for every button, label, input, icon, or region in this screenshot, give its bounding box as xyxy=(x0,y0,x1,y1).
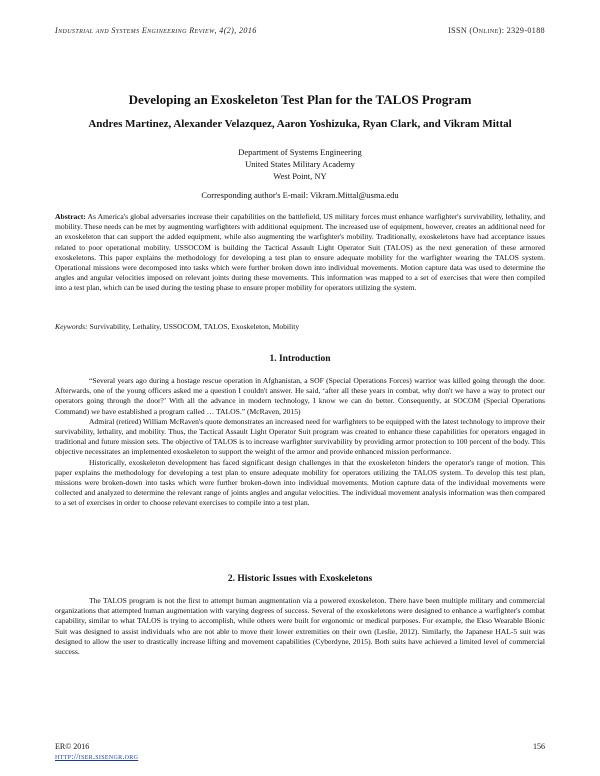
affiliation-institution: United States Military Academy xyxy=(245,159,355,169)
historic-issues-body xyxy=(55,596,545,657)
introduction-body xyxy=(55,376,545,509)
page-footer xyxy=(55,742,545,762)
keywords xyxy=(55,322,545,332)
affiliation-location: West Point, NY xyxy=(273,171,327,181)
page-number: 156 xyxy=(533,742,545,751)
paper-title: Developing an Exoskeleton Test Plan for the TALOS Program xyxy=(128,92,472,107)
journal-url-link[interactable]: http://iser.sisengr.org xyxy=(55,752,139,761)
journal-citation: Industrial and Systems Engineering Review, 4(2), 2016 xyxy=(55,26,257,35)
section-heading-introduction: 1. Introduction xyxy=(269,354,331,364)
section-heading-historic-issues: 2. Historic Issues with Exoskeletons xyxy=(227,574,373,584)
running-header xyxy=(55,26,545,35)
abstract xyxy=(55,212,545,294)
abstract-text: As America's global adversaries increase their capabilities on the battlefield, US military forces must enhance warfighter's survivability, lethality, and mobility. These needs can be met by augmenting warfighters with additional equipment. The increased use of equipment, however, creates an additional need for an exoskeleton that can support the added equipment, while also augmenting the warfighter's mobility. Traditionally, exoskeletons have had acceptance issues related to poor operational mobility. USSOCOM is building the Tactical Assault Light Operator Suit (TALOS) as the next generation of these armored exoskeletons. This paper explains the methodology for developing a test plan to ensure adequate mobility for the warfighter wearing the TALOS system. Operational missions were decomposed into tasks which were further broken down into individual movements. Motion capture data was used to determine the angles and angular velocities imposed on relevant joints during these movements. This information was mapped to a set of exercises that were then compiled into a test plan, which can be used during the testing phase to ensure proper mobility for operators utilizing the system. xyxy=(55,212,545,293)
copyright: ER© 2016 xyxy=(55,742,90,751)
author-list: Andres Martinez, Alexander Velazquez, Aaron Yoshizuka, Ryan Clark, and Vikram Mittal xyxy=(88,118,512,130)
paragraph: Admiral (retired) William McRaven's quote demonstrates an increased need for warfighters to be equipped with the latest technology to improve their survivability, lethality, and mobility. Thus, the Tactical Assault Light Operator Suit program was created to enhance these capabilities for operators engaged in traditional and future mission sets. The objective of TALOS is to increase warfighter survivability by providing armor protection to 100 percent of the body. This objective necessitates an implemented exoskeleton to support the weight of the armor and provide enhanced mission performance. xyxy=(55,416,545,457)
keywords-text: Survivability, Lethality, USSOCOM, TALOS, Exoskeleton, Mobility xyxy=(89,322,300,331)
affiliation xyxy=(40,146,560,182)
keywords-label: Keywords: xyxy=(55,322,88,331)
affiliation-department: Department of Systems Engineering xyxy=(238,147,362,157)
abstract-label: Abstract: xyxy=(55,212,86,221)
issn: ISSN (Online): 2329-0188 xyxy=(448,26,545,35)
paragraph: The TALOS program is not the first to attempt human augmentation via a powered exoskeleton. There have been multiple military and commercial organizations that attempted human augmentation with varying degrees of success. Several of the exoskeletons were designed to enhance a warfighter's combat capability, similar to what TALOS is trying to accomplish, while others were built for ergonomic or medical purposes. For example, the Ekso Wearable Bionic Suit was designed to assist individuals who are not able to move their lower extremities on their own (Leslie, 2012). Similarly, the Japanese HAL-5 suit was designed to allow the user to drastically increase lifting and movement capabilities (Cyberdyne, 2015). Both suits have achieved a limited level of commercial success. xyxy=(55,596,545,657)
paragraph: “Several years ago during a hostage rescue operation in Afghanistan, a SOF (Special Operations Forces) warrior was killed going through the door. Afterwards, one of the young officers asked me a question I couldn't answer. He said, ‘after all these years in combat, why don't we have a way to protect our operators going through the door?’ With all the advance in modern technology, I know we can do better. Consequently, at SOCOM (Special Operations Command) we have established a program called … TALOS.” (McRaven, 2015) xyxy=(55,376,545,416)
corresponding-email: Corresponding author's E-mail: Vikram.Mittal@usma.edu xyxy=(201,190,399,200)
paragraph: Historically, exoskeleton development has faced significant design challenges in that the exoskeleton hinders the operator's range of motion. This paper explains the methodology for developing a test plan to ensure adequate mobility for operators utilizing the TALOS system. To develop this test plan, missions were broken-down into tasks which were further broken-down into individual movements. Motion capture data of the individual movements were collected and analyzed to determine the relevant range of joints angles and angular velocities. The individual movement analysis information was then compared to a set of exercises in order to choose relevant exercises to compile into a test plan. xyxy=(55,457,545,508)
